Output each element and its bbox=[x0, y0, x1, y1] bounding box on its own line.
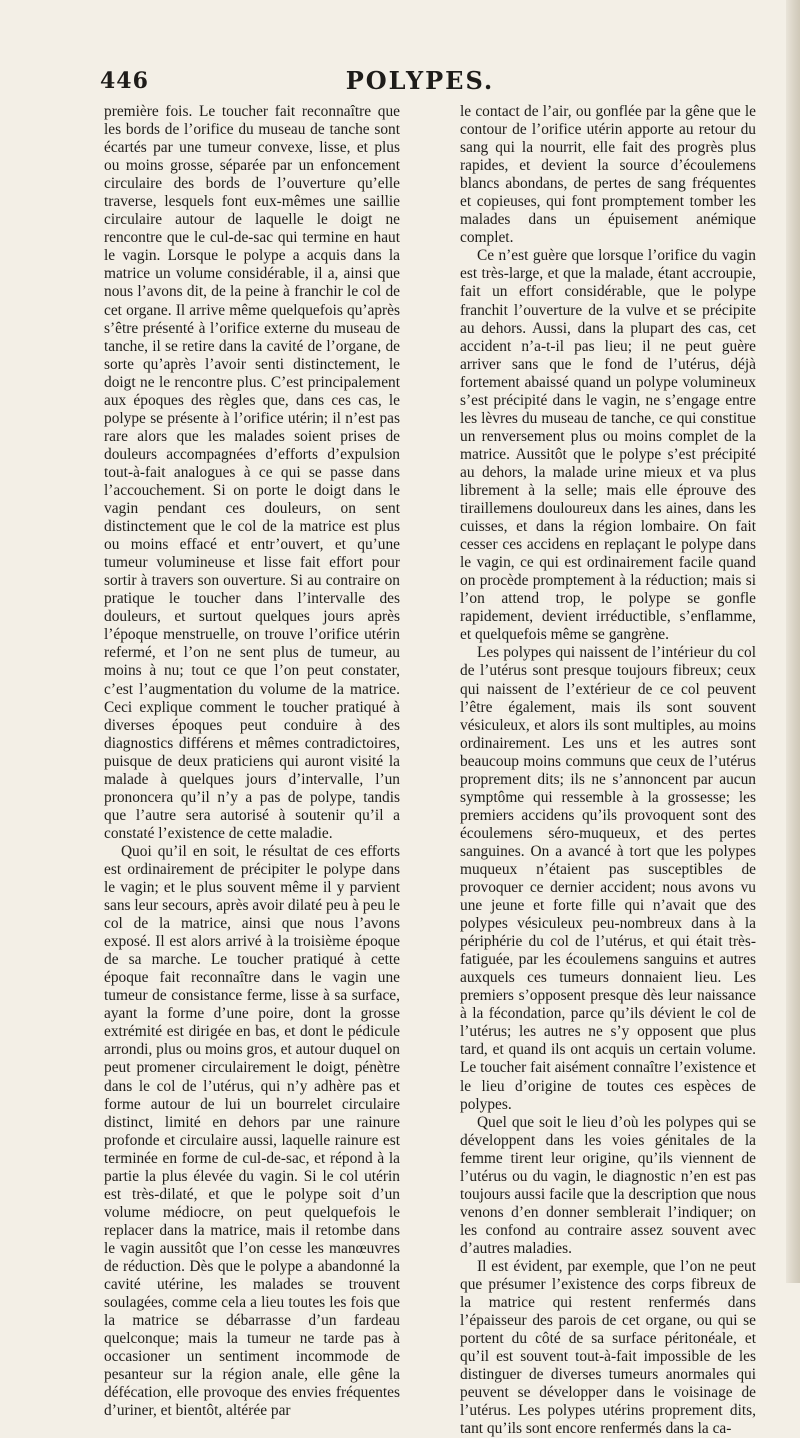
paragraph: Ce n’est guère que lorsque l’orifice du vagin est très-large, et que la malade, étant accroupie, fait un effort considérable, que le polype franchit l’ouverture de la vulve et se précipite au dehors. Aussi, dans la plupart des cas, cet accident n’a-t-il pas lieu; il ne peut guère arriver sans que le fond de l’utérus, déjà fortement abaissé quand un polype volumineux s’est précipité dans le vagin, ne s’engage entre les lèvres du museau de tanche, ce qui constitue un renversement plus ou moins complet de la matrice. Aussitôt que le polype s’est précipité au dehors, la malade urine mieux et va plus librement à la selle; mais elle éprouve des tiraillemens douloureux dans les aines, dans les cuisses, et dans la région lombaire. On fait cesser ces accidens en replaçant le polype dans le vagin, ce qui est ordinairement facile quand on procède promptement à la réduction; mais si l’on attend trop, le polype se gonfle rapidement, devient irréductible, s’enflamme, et quelquefois même se gangrène. bbox=[460, 247, 756, 644]
right-column bbox=[460, 103, 756, 1438]
page-edge-shadow bbox=[786, 0, 800, 1283]
page-header bbox=[96, 66, 744, 102]
running-head: POLYPES. bbox=[345, 66, 495, 95]
paragraph: Quoi qu’il en soit, le résultat de ces efforts est ordinairement de précipiter le polype dans le vagin; et le plus souvent même il y parvient sans leur secours, après avoir dilaté peu à peu le col de la matrice, ainsi que nous l’avons exposé. Il est alors arrivé à la troisième époque de sa marche. Le toucher pratiqué à cette époque fait reconnaître dans le vagin une tumeur de consistance ferme, lisse à sa surface, ayant la forme d’une poire, dont la grosse extrémité est dirigée en bas, et dont le pédicule arrondi, plus ou moins gros, et autour duquel on peut promener circulairement le doigt, pénètre dans le col de l’utérus, qui n’y adhère pas et forme autour de lui un bourrelet circulaire distinct, limité en dehors par une rainure profonde et circulaire aussi, laquelle rainure est terminée en forme de cul-de-sac, et répond à la partie la plus élevée du vagin. Si le col utérin est très-dilaté, et que le polype soit d’un volume médiocre, on peut quelquefois le replacer dans la matrice, mais il retombe dans le vagin aussitôt que l’on cesse les manœuvres de réduction. Dès que le polype a abandonné la cavité utérine, les malades se trouvent soulagées, comme cela a lieu toutes les fois que la matrice se débarrasse d’un fardeau quelconque; mais la tumeur ne tarde pas à occasioner un sentiment incommode de pesanteur sur la région anale, elle gêne la défécation, elle provoque des envies fréquentes d’uriner, et bientôt, altérée par bbox=[104, 842, 400, 1420]
paragraph: le contact de l’air, ou gonflée par la gêne que le contour de l’orifice utérin apporte au retour du sang qui la nourrit, elle fait des progrès plus rapides, et devient la source d’écoulemens blancs abondans, de pertes de sang fréquentes et copieuses, qui font promptement tomber les malades dans un épuisement anémique complet. bbox=[460, 103, 756, 247]
paragraph: Les polypes qui naissent de l’intérieur du col de l’utérus sont presque toujours fibreux; ceux qui naissent de l’extérieur de ce col peuvent l’être également, mais ils sont souvent vésiculeux, et alors ils sont multiples, au moins ordinairement. Les uns et les autres sont beaucoup moins communs que ceux de l’utérus proprement dits; ils ne s’annoncent par aucun symptôme qui ressemble à la grossesse; les premiers accidens qu’ils provoquent sont des écoulemens séro-muqueux, et des pertes sanguines. On a avancé à tort que les polypes muqueux n’étaient pas susceptibles de provoquer ce dernier accident; nous avons vu une jeune et forte fille qui n’avait que des polypes vésiculeux peu-nombreux dans à la périphérie du col de l’utérus, et qui était très-fatiguée, par les écoulemens sanguins et autres auxquels ces tumeurs donnaient lieu. Les premiers s’opposent presque dès leur naissance à la fécondation, parce qu’ils dévient le col de l’utérus; les autres ne s’y opposent que plus tard, et quand ils ont acquis un certain volume. Le toucher fait aisément connaître l’existence et le lieu d’origine de toutes ces espèces de polypes. bbox=[460, 644, 756, 1113]
paragraph: Il est évident, par exemple, que l’on ne peut que présumer l’existence des corps fibreux de la matrice qui restent renfermés dans l’épaisseur des parois de cet organe, ou qui se portent du côté de sa surface péritonéale, et qu’il est souvent tout-à-fait impossible de les distinguer de diverses tumeurs anormales qui peuvent se développer dans le voisinage de l’utérus. Les polypes utérins proprement dits, tant qu’ils sont encore renfermés dans la ca- bbox=[460, 1258, 756, 1438]
paragraph: Quel que soit le lieu d’où les polypes qui se développent dans les voies génitales de la femme tirent leur origine, qu’ils viennent de l’utérus ou du vagin, le diagnostic n’en est pas toujours aussi facile que la description que nous venons d’en donner semblerait l’indiquer; on les confond au contraire assez souvent avec d’autres maladies. bbox=[460, 1113, 756, 1257]
paragraph: première fois. Le toucher fait reconnaître que les bords de l’orifice du museau de tanche sont écartés par une tumeur convexe, lisse, et plus ou moins grosse, séparée par un enfoncement circulaire des bords de l’ouverture qu’elle traverse, lesquels font eux-mêmes une saillie circulaire autour de laquelle le doigt ne rencontre que le cul-de-sac qui termine en haut le vagin. Lorsque le polype a acquis dans la matrice un volume considérable, il a, ainsi que nous l’avons dit, de la peine à franchir le col de cet organe. Il arrive même quelquefois qu’après s’être présenté à l’orifice externe du museau de tanche, il se retire dans la cavité de l’organe, de sorte qu’après l’avoir senti distinctement, le doigt ne le rencontre plus. C’est principalement aux époques des règles que, dans ces cas, le polype se présente à l’orifice utérin; il n’est pas rare alors que les malades soient prises de douleurs accompagnées d’efforts d’expulsion tout-à-fait analogues à ce qui se passe dans l’accouchement. Si on porte le doigt dans le vagin pendant ces douleurs, on sent distinctement que le col de la matrice est plus ou moins effacé et entr’ouvert, et qu’une tumeur volumineuse et lisse fait effort pour sortir à travers son ouverture. Si au contraire on pratique le toucher dans l’intervalle des douleurs, et surtout quelques jours après l’époque menstruelle, on trouve l’orifice utérin refermé, et l’on ne sent plus de tumeur, au moins à nu; tout ce que l’on peut constater, c’est l’augmentation du volume de la matrice. Ceci explique comment le toucher pratiqué à diverses époques peut conduire à des diagnostics différens et mêmes contradictoires, puisque de deux praticiens qui auront visité la malade à quelques jours d’intervalle, l’un prononcera qu’il n’y a pas de polype, tandis que l’autre sera autorisé à soutenir qu’il a constaté l’existence de cette maladie. bbox=[104, 103, 400, 842]
left-column bbox=[104, 103, 400, 1420]
page-number: 446 bbox=[100, 68, 149, 94]
